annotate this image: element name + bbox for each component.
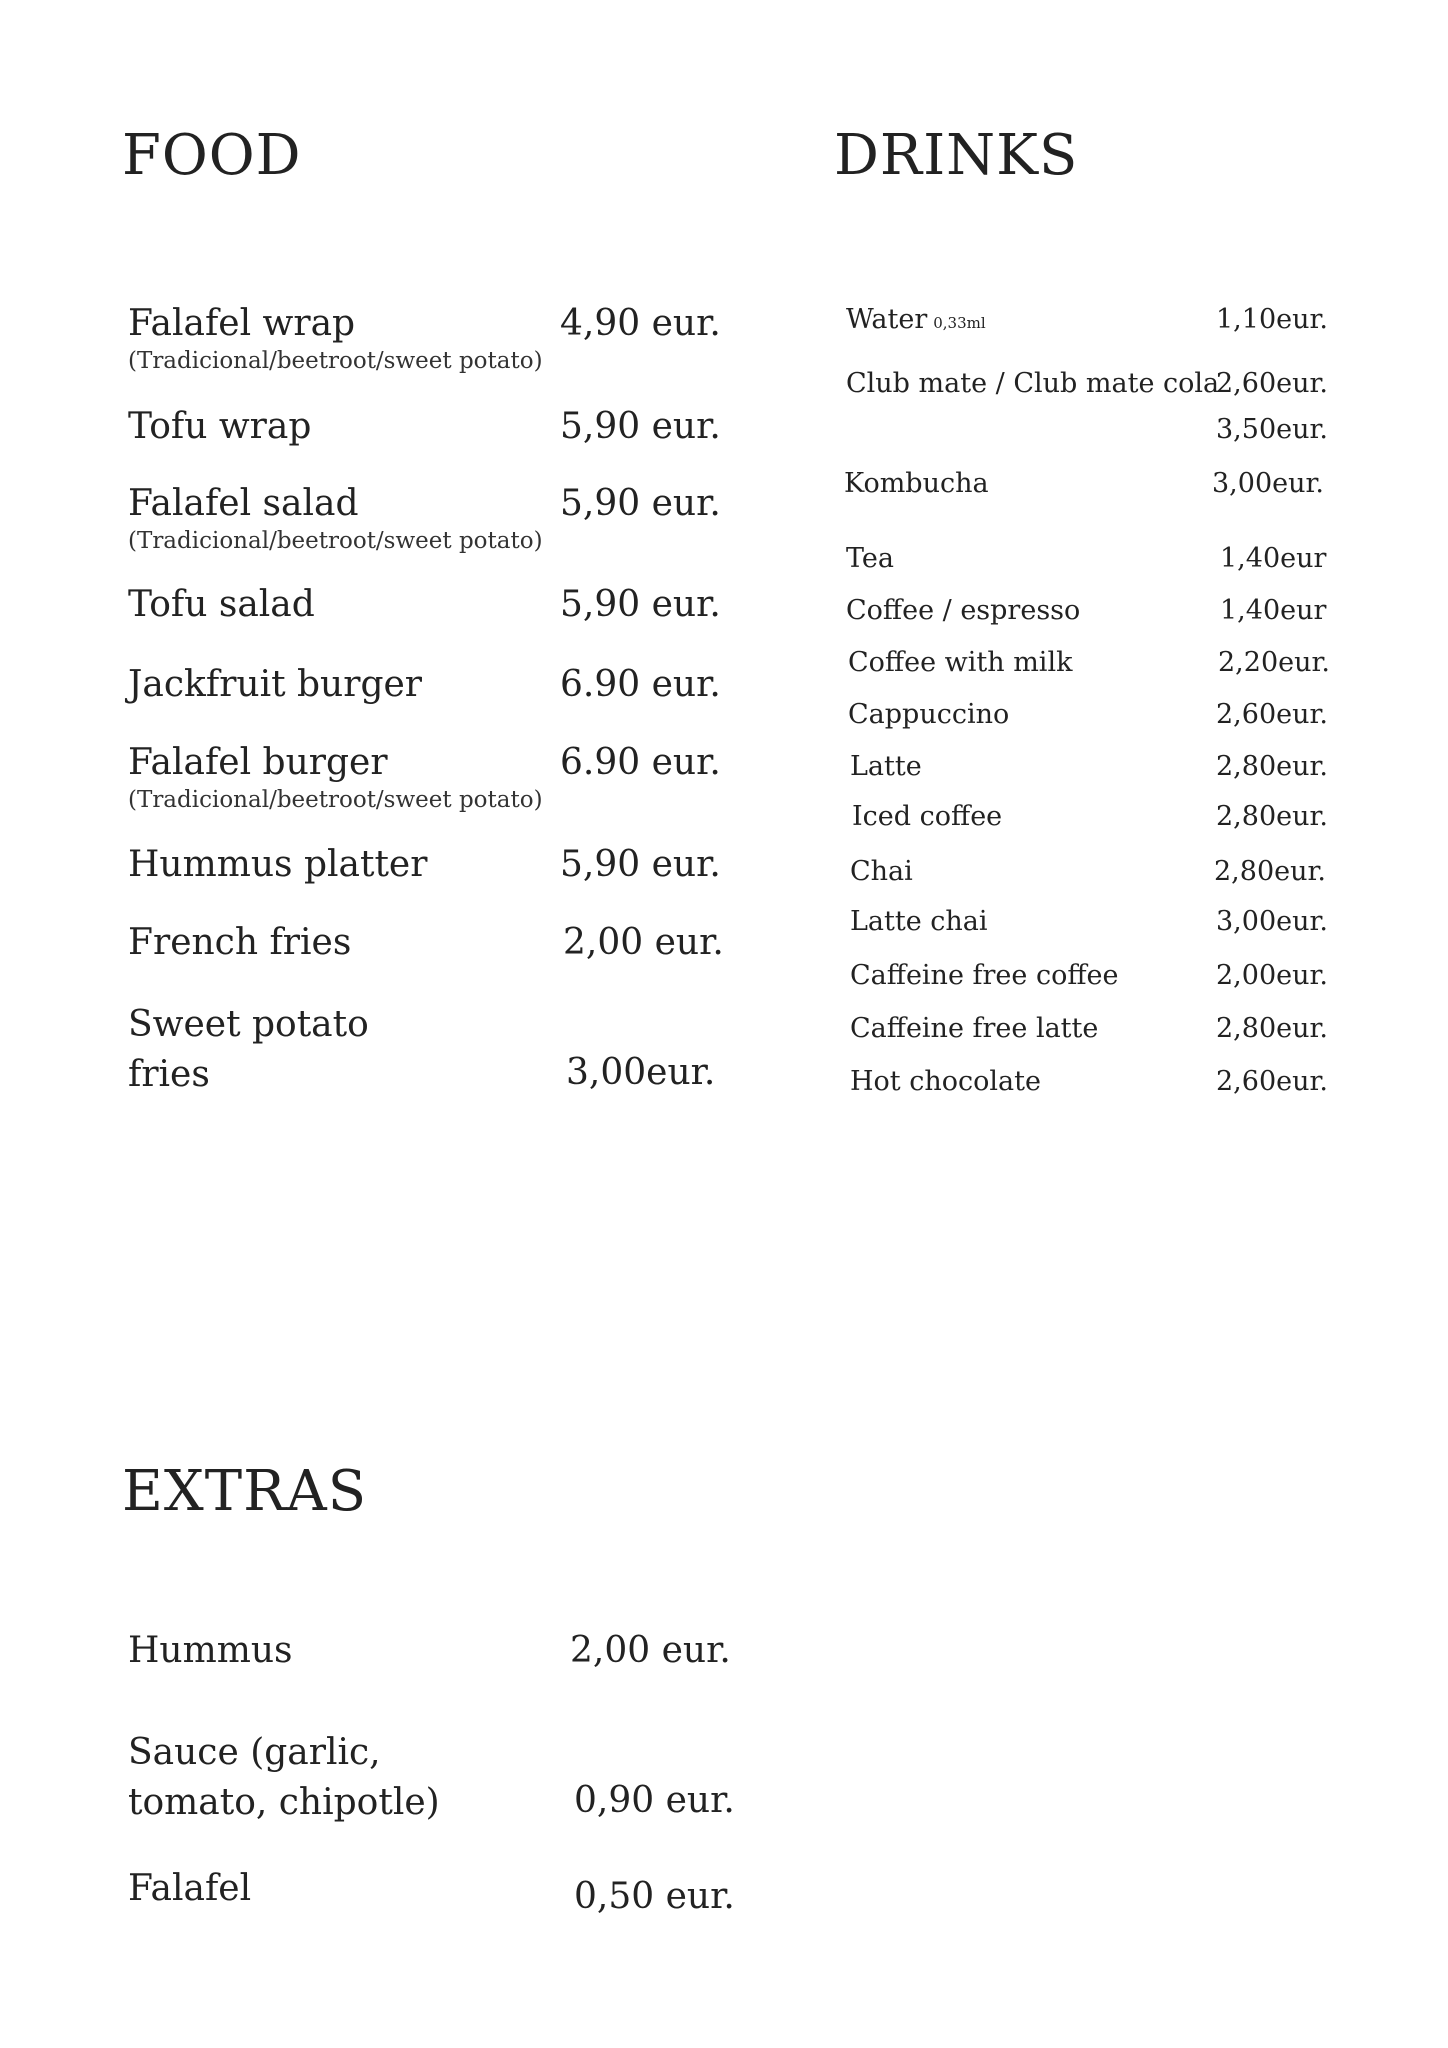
- drink-item-price: 3,50eur.: [1216, 414, 1329, 445]
- drink-item-note: 0,33ml: [933, 314, 986, 332]
- food-item-price: 5,90 eur.: [560, 483, 721, 524]
- food-item-price: 5,90 eur.: [560, 584, 721, 625]
- extra-item-name: Hummus: [128, 1630, 293, 1671]
- drink-item-name: Iced coffee: [852, 801, 1003, 832]
- drink-item-price: 2,80eur.: [1216, 801, 1329, 832]
- food-item-price: 5,90 eur.: [560, 844, 721, 885]
- drink-item-price: 2,00eur.: [1216, 960, 1329, 991]
- drink-item-price: 2,80eur.: [1216, 751, 1329, 782]
- extra-item-price: 2,00 eur.: [570, 1630, 731, 1671]
- drink-item-name: Latte chai: [850, 906, 988, 937]
- drink-item-price: 1,10eur.: [1216, 304, 1329, 335]
- drink-item-name: Coffee / espresso: [846, 595, 1081, 626]
- extras-heading: EXTRAS: [122, 1459, 368, 1524]
- drink-item-price: 2,80eur.: [1216, 1013, 1329, 1044]
- extra-item-name: Falafel: [128, 1868, 252, 1909]
- food-item-name: Tofu wrap: [128, 406, 312, 447]
- extra-item-price: 0,50 eur.: [574, 1876, 735, 1917]
- food-item-price: 6.90 eur.: [560, 664, 721, 705]
- drink-item-price: 2,20eur.: [1218, 647, 1331, 678]
- food-item-name: Sweet potato fries: [128, 1004, 369, 1095]
- drinks-heading: DRINKS: [834, 123, 1079, 188]
- food-item-name: Hummus platter: [128, 844, 428, 885]
- extra-item-price: 0,90 eur.: [574, 1780, 735, 1821]
- drink-item-price: 3,00eur.: [1212, 468, 1325, 499]
- drink-item-price: 2,60eur.: [1216, 368, 1329, 399]
- food-item-name: Falafel burger: [128, 742, 388, 783]
- drink-item-name: Caffeine free coffee: [850, 960, 1119, 991]
- drink-item-price: 3,00eur.: [1216, 906, 1329, 937]
- food-item-sub: (Tradicional/beetroot/sweet potato): [128, 348, 543, 374]
- drink-item-price: 1,40eur: [1220, 543, 1327, 574]
- drink-item-name: Club mate / Club mate cola: [846, 368, 1220, 399]
- drink-item-price: 1,40eur: [1220, 595, 1327, 626]
- food-item-name: Jackfruit burger: [128, 664, 423, 705]
- drink-item-name: Cappuccino: [848, 699, 1010, 730]
- drink-item-name: [846, 306, 986, 333]
- drink-item-name: Tea: [846, 543, 894, 574]
- drink-item-price: 2,60eur.: [1216, 699, 1329, 730]
- drink-item-name: Hot chocolate: [850, 1066, 1041, 1097]
- food-item-price: 5,90 eur.: [560, 406, 721, 447]
- food-item-price: 6.90 eur.: [560, 742, 721, 783]
- food-item-sub: (Tradicional/beetroot/sweet potato): [128, 787, 543, 813]
- food-item-name: Falafel wrap: [128, 303, 356, 344]
- drink-item-price: 2,80eur.: [1214, 856, 1327, 887]
- drink-item-name: Coffee with milk: [848, 647, 1073, 678]
- drink-item-label: Water: [846, 304, 928, 335]
- food-item-sub: (Tradicional/beetroot/sweet potato): [128, 528, 543, 554]
- drink-item-name: Kombucha: [844, 468, 989, 499]
- drink-item-price: 2,60eur.: [1216, 1066, 1329, 1097]
- food-item-price: 2,00 eur.: [563, 922, 724, 963]
- food-item-price: 3,00eur.: [566, 1052, 716, 1093]
- drink-item-name: Latte: [850, 751, 922, 782]
- drink-item-name: Chai: [850, 856, 913, 887]
- drink-item-name: Caffeine free latte: [850, 1013, 1099, 1044]
- extra-item-name: Sauce (garlic, tomato, chipotle): [128, 1732, 440, 1823]
- food-item-price: 4,90 eur.: [560, 303, 721, 344]
- food-item-name: Tofu salad: [128, 584, 315, 625]
- food-item-name: French fries: [128, 922, 352, 963]
- food-item-name: Falafel salad: [128, 483, 359, 524]
- food-heading: FOOD: [122, 123, 302, 188]
